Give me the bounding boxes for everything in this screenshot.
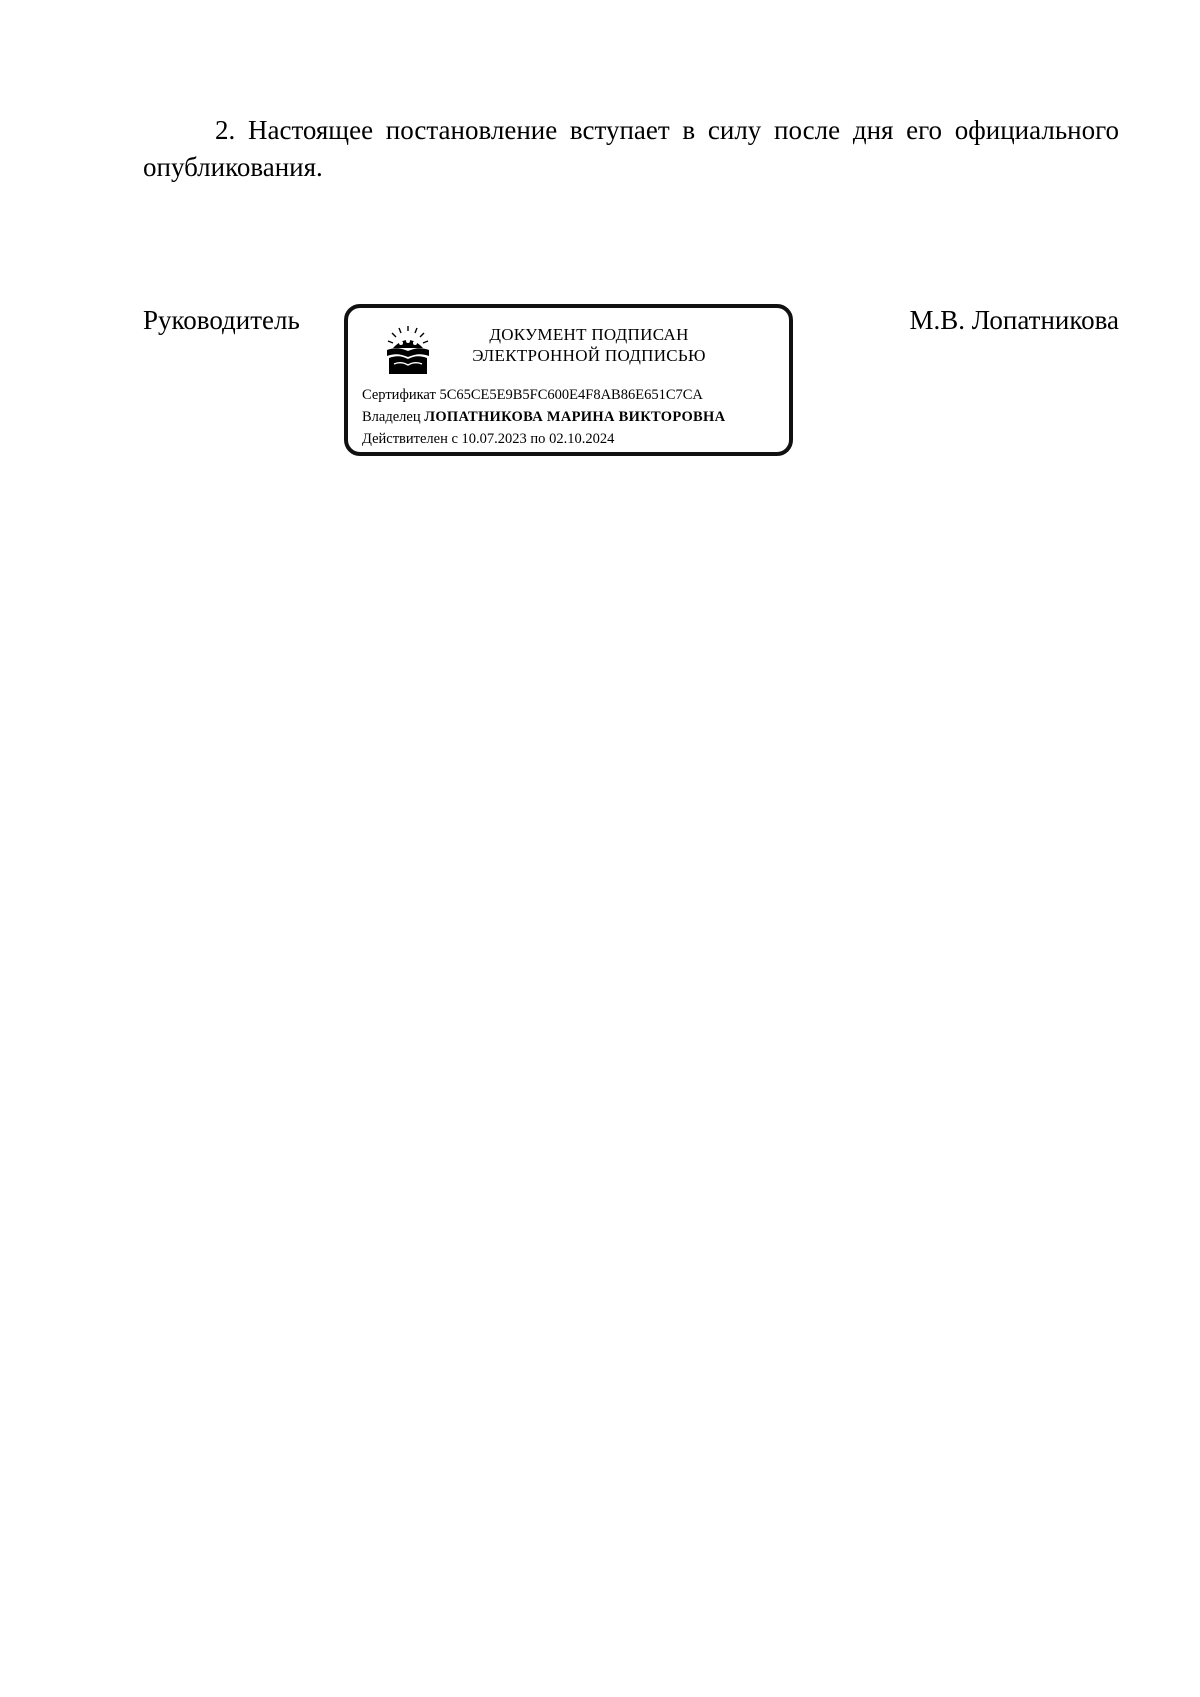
stamp-owner <box>362 408 725 426</box>
certificate-value: 5C65CE5E9B5FC600E4F8AB86E651C7CA <box>439 387 703 403</box>
stamp-certificate <box>362 386 703 404</box>
electronic-signature-stamp <box>344 304 793 456</box>
stamp-title-line-2: ЭЛЕКТРОННОЙ ПОДПИСЬЮ <box>472 346 706 365</box>
valid-to-date: 02.10.2024 <box>549 431 615 447</box>
certificate-label: Сертификат <box>362 387 436 403</box>
signatory-position: Руководитель <box>143 305 300 335</box>
stamp-validity <box>362 430 614 448</box>
valid-from-date: 10.07.2023 <box>461 431 527 447</box>
signatory-name: М.В. Лопатникова <box>909 305 1119 335</box>
stamp-title <box>438 324 740 366</box>
owner-label: Владелец <box>362 409 421 425</box>
owner-value: ЛОПАТНИКОВА МАРИНА ВИКТОРОВНА <box>424 409 726 425</box>
valid-from-word: с <box>451 431 458 447</box>
valid-to-word: по <box>530 431 546 447</box>
valid-label: Действителен <box>362 431 448 447</box>
body-paragraph: 2. Настоящее постановление вступает в силу после дня его официального опубликования. <box>143 115 1119 182</box>
signature-block <box>143 300 1119 470</box>
coat-of-arms-icon <box>385 324 431 376</box>
stamp-title-line-1: ДОКУМЕНТ ПОДПИСАН <box>489 325 689 344</box>
